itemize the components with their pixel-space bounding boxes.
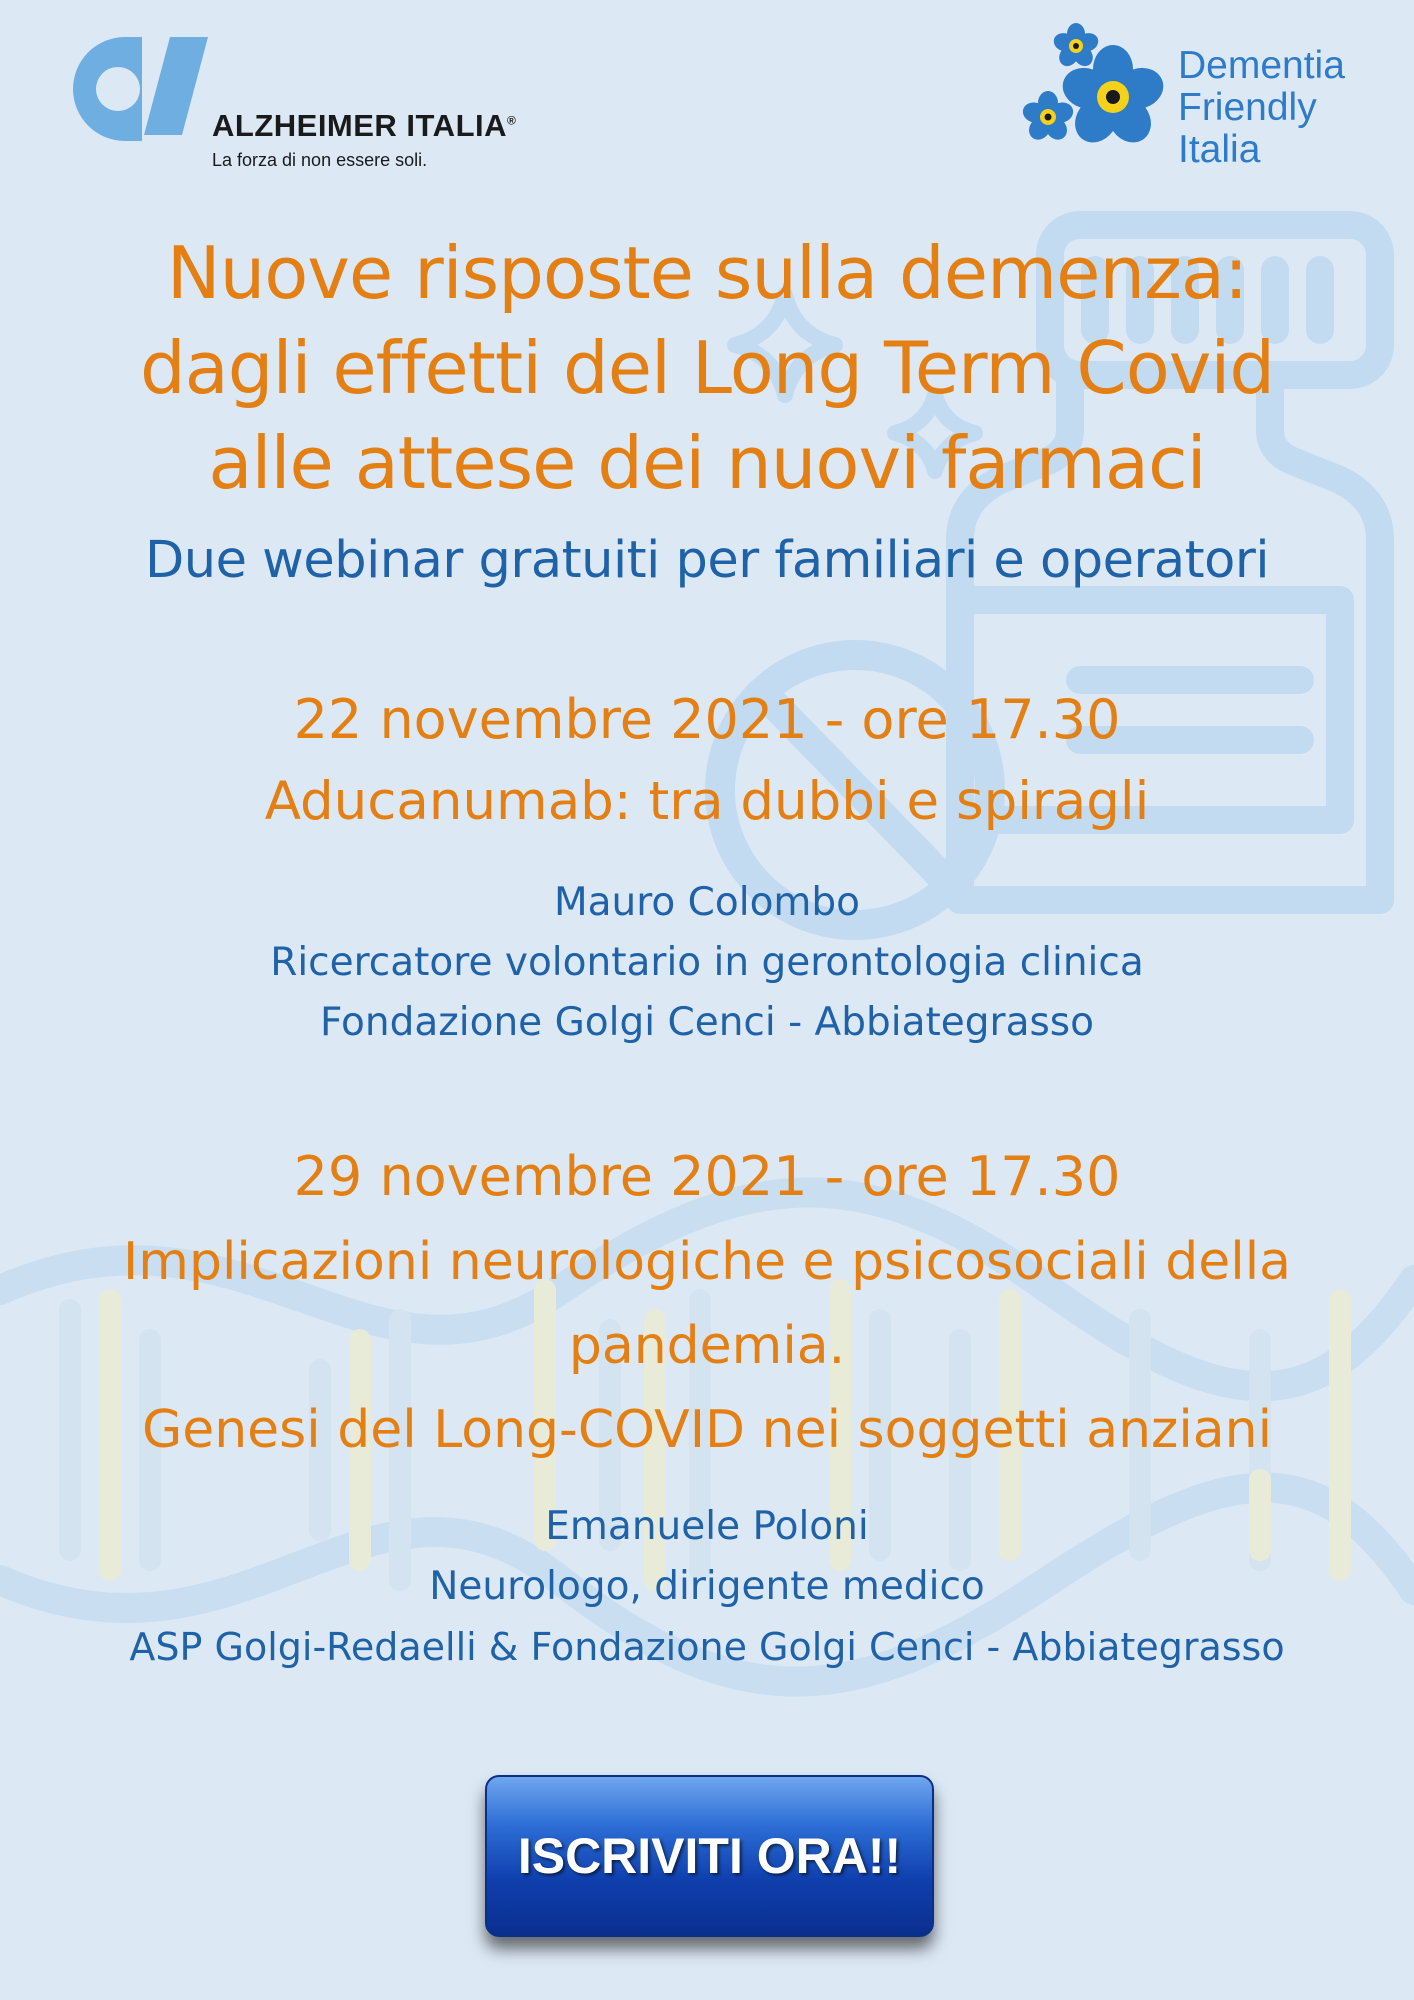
- dementia-friendly-italia-logo: [1015, 15, 1395, 175]
- dfi-line-1: Dementia: [1178, 44, 1345, 87]
- webinar-title-line: Aducanumab: tra dubbi e spiragli: [264, 771, 1150, 832]
- speaker-role: Neurologo, dirigente medico: [429, 1564, 985, 1609]
- title-line: alle attese dei nuovi farmaci: [208, 421, 1206, 505]
- webinar-title-line: Implicazioni neurologiche e psicosociali della: [122, 1232, 1292, 1292]
- webinar-1-speaker: [0, 873, 1414, 1053]
- speaker-role: Ricercatore volontario in gerontologia clinica: [270, 940, 1144, 985]
- webinar-1-title: [0, 760, 1414, 844]
- webinar-title-line: pandemia.: [568, 1316, 846, 1376]
- alzheimer-italia-name: ALZHEIMER ITALIA®: [212, 108, 517, 143]
- alzheimer-italia-logo: [70, 32, 590, 177]
- webinar-2-date: 29 novembre 2021 - ore 17.30: [293, 1145, 1121, 1208]
- speaker-name: Emanuele Poloni: [545, 1504, 869, 1549]
- webinar-2-speaker: [0, 1497, 1414, 1677]
- speaker-affiliation: Fondazione Golgi Cenci - Abbiategrasso: [320, 1000, 1094, 1045]
- dfi-line-3: Italia: [1178, 128, 1261, 171]
- dfi-line-2: Friendly: [1178, 86, 1317, 129]
- forget-me-not-flowers-icon: [1015, 15, 1175, 155]
- title-line: Nuove risposte sulla demenza:: [166, 231, 1248, 315]
- speaker-name: Mauro Colombo: [553, 880, 861, 925]
- dementia-friendly-italia-text: [1178, 45, 1345, 171]
- page-title: [0, 226, 1414, 511]
- title-line: dagli effetti del Long Term Covid: [139, 326, 1275, 410]
- webinar-1-date: 22 novembre 2021 - ore 17.30: [293, 688, 1121, 751]
- webinar-2-title: [0, 1220, 1414, 1472]
- alzheimer-italia-tagline: La forza di non essere soli.: [212, 150, 428, 170]
- webinar-title-line: Genesi del Long-COVID nei soggetti anziani: [141, 1400, 1273, 1460]
- alzheimer-italia-mark-icon: [70, 32, 210, 142]
- page-subtitle: Due webinar gratuiti per familiari e operatori: [144, 531, 1270, 590]
- register-now-button[interactable]: ISCRIVITI ORA!!: [485, 1775, 934, 1937]
- speaker-affiliation: ASP Golgi-Redaelli & Fondazione Golgi Cenci - Abbiategrasso: [129, 1625, 1285, 1669]
